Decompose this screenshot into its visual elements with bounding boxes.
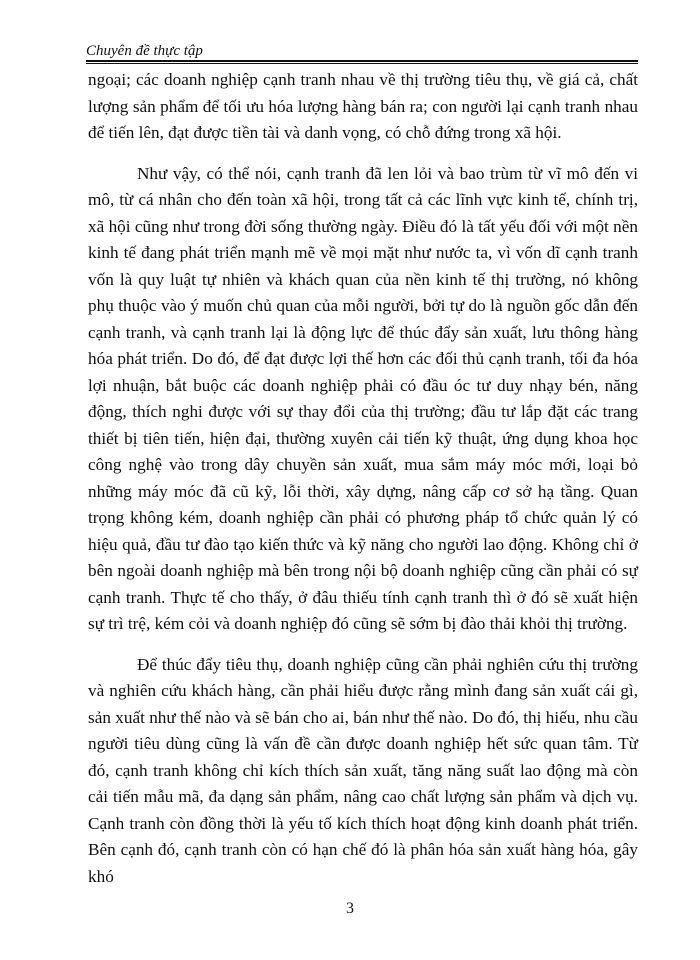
document-body: [88, 67, 638, 890]
page-header: [86, 41, 638, 63]
header-title: Chuyên đề thực tập: [86, 43, 203, 59]
paragraph-competition-scope: Như vậy, có thể nói, cạnh tranh đã len lỏi và bao trùm từ vĩ mô đến vi mô, từ cá nhân cho đến toàn xã hội, trong tất cả các lĩnh vực kinh tế, chính trị, xã hội cũng như trong đời sống thường ngày. Điều đó là tất yếu đối với một nền kinh tế đang phát triển mạnh mẽ về mọi mặt như nước ta, vì vốn dĩ cạnh tranh vốn là quy luật tự nhiên và khách quan của nền kinh tế thị trường, nó không phụ thuộc vào ý muốn chủ quan của mỗi người, bởi tự do là nguồn gốc dẫn đến cạnh tranh, và cạnh tranh lại là động lực để thúc đẩy sản xuất, lưu thông hàng hóa phát triển. Do đó, để đạt được lợi thế hơn các đối thủ cạnh tranh, tối đa hóa lợi nhuận, bắt buộc các doanh nghiệp phải có đầu óc tư duy nhạy bén, năng động, thích nghi được với sự thay đổi của thị trường; đầu tư lắp đặt các trang thiết bị tiên tiến, hiện đại, thường xuyên cải tiến kỹ thuật, ứng dụng khoa học công nghệ vào trong dây chuyền sản xuất, mua sắm máy móc mới, loại bỏ những máy móc đã cũ kỹ, lỗi thời, xây dựng, nâng cấp cơ sở hạ tầng. Quan trọng không kém, doanh nghiệp cần phải có phương pháp tổ chức quản lý có hiệu quả, đầu tư đào tạo kiến thức và kỹ năng cho người lao động. Không chỉ ở bên ngoài doanh nghiệp mà bên trong nội bộ doanh nghiệp cũng cần phải có sự cạnh tranh. Thực tế cho thấy, ở đâu thiếu tính cạnh tranh thì ở đó sẽ xuất hiện sự trì trệ, kém cỏi và doanh nghiệp đó cũng sẽ sớm bị đào thải khỏi thị trường.: [88, 163, 638, 633]
header-rule-thin: [86, 63, 638, 64]
header-rule-thick: [86, 60, 638, 62]
page-number: 3: [346, 900, 354, 917]
paragraph-promote-consumption: Để thúc đẩy tiêu thụ, doanh nghiệp cũng cần phải nghiên cứu thị trường và nghiên cứu khách hàng, cần phải hiểu được rằng mình đang sản xuất cái gì, sản xuất như thế nào và sẽ bán cho ai, bán như thế nào. Do đó, thị hiếu, nhu cầu người tiêu dùng cũng là vấn đề cần được doanh nghiệp hết sức quan tâm. Từ đó, cạnh tranh không chỉ kích thích sản xuất, tăng năng suất lao động mà còn cải tiến mẫu mã, đa dạng sản phẩm, nâng cao chất lượng sản phẩm và dịch vụ. Cạnh tranh còn đồng thời là yếu tố kích thích hoạt động kinh doanh phát triển. Bên cạnh đó, cạnh tranh còn có hạn chế đó là phân hóa sản xuất hàng hóa, gây khó: [88, 654, 638, 886]
paragraph-continuation: ngoại; các doanh nghiệp cạnh tranh nhau về thị trường tiêu thụ, về giá cả, chất lượng sản phẩm để tối ưu hóa lượng hàng bán ra; con người lại cạnh tranh nhau để tiến lên, đạt được tiền tài và danh vọng, có chỗ đứng trong xã hội.: [88, 70, 638, 142]
